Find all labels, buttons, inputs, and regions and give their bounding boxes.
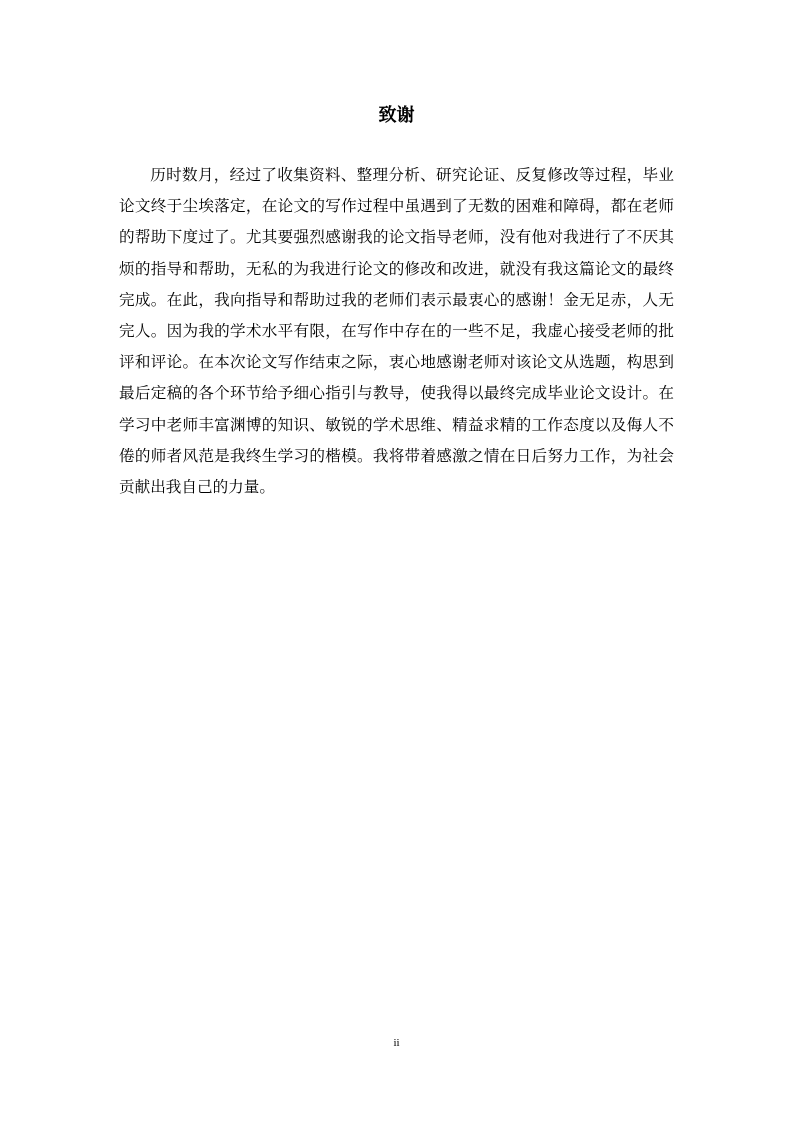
acknowledgement-paragraph: 历时数月，经过了收集资料、整理分析、研究论证、反复修改等过程，毕业论文终于尘埃落定，在论文的写作过程中虽遇到了无数的困难和障碍，都在老师的帮助下度过了。尤其要强烈感谢我的论文指导老师，没有他对我进行了不厌其烦的指导和帮助，无私的为我进行论文的修改和改进，就没有我这篇论文的最终完成。在此，我向指导和帮助过我的老师们表示最衷心的感谢！金无足赤，人无完人。因为我的学术水平有限，在写作中存在的一些不足，我虚心接受老师的批评和评论。在本次论文写作结束之际，衷心地感谢老师对该论文从选题，构思到最后定稿的各个环节给予细心指引与教导，使我得以最终完成毕业论文设计。在学习中老师丰富渊博的知识、敏锐的学术思维、精益求精的工作态度以及侮人不倦的师者风范是我终生学习的楷模。我将带着感激之情在日后努力工作，为社会贡献出我自己的力量。 (119, 166, 674, 497)
page-number: ii (393, 1037, 400, 1049)
page-title: 致谢 (378, 105, 415, 126)
